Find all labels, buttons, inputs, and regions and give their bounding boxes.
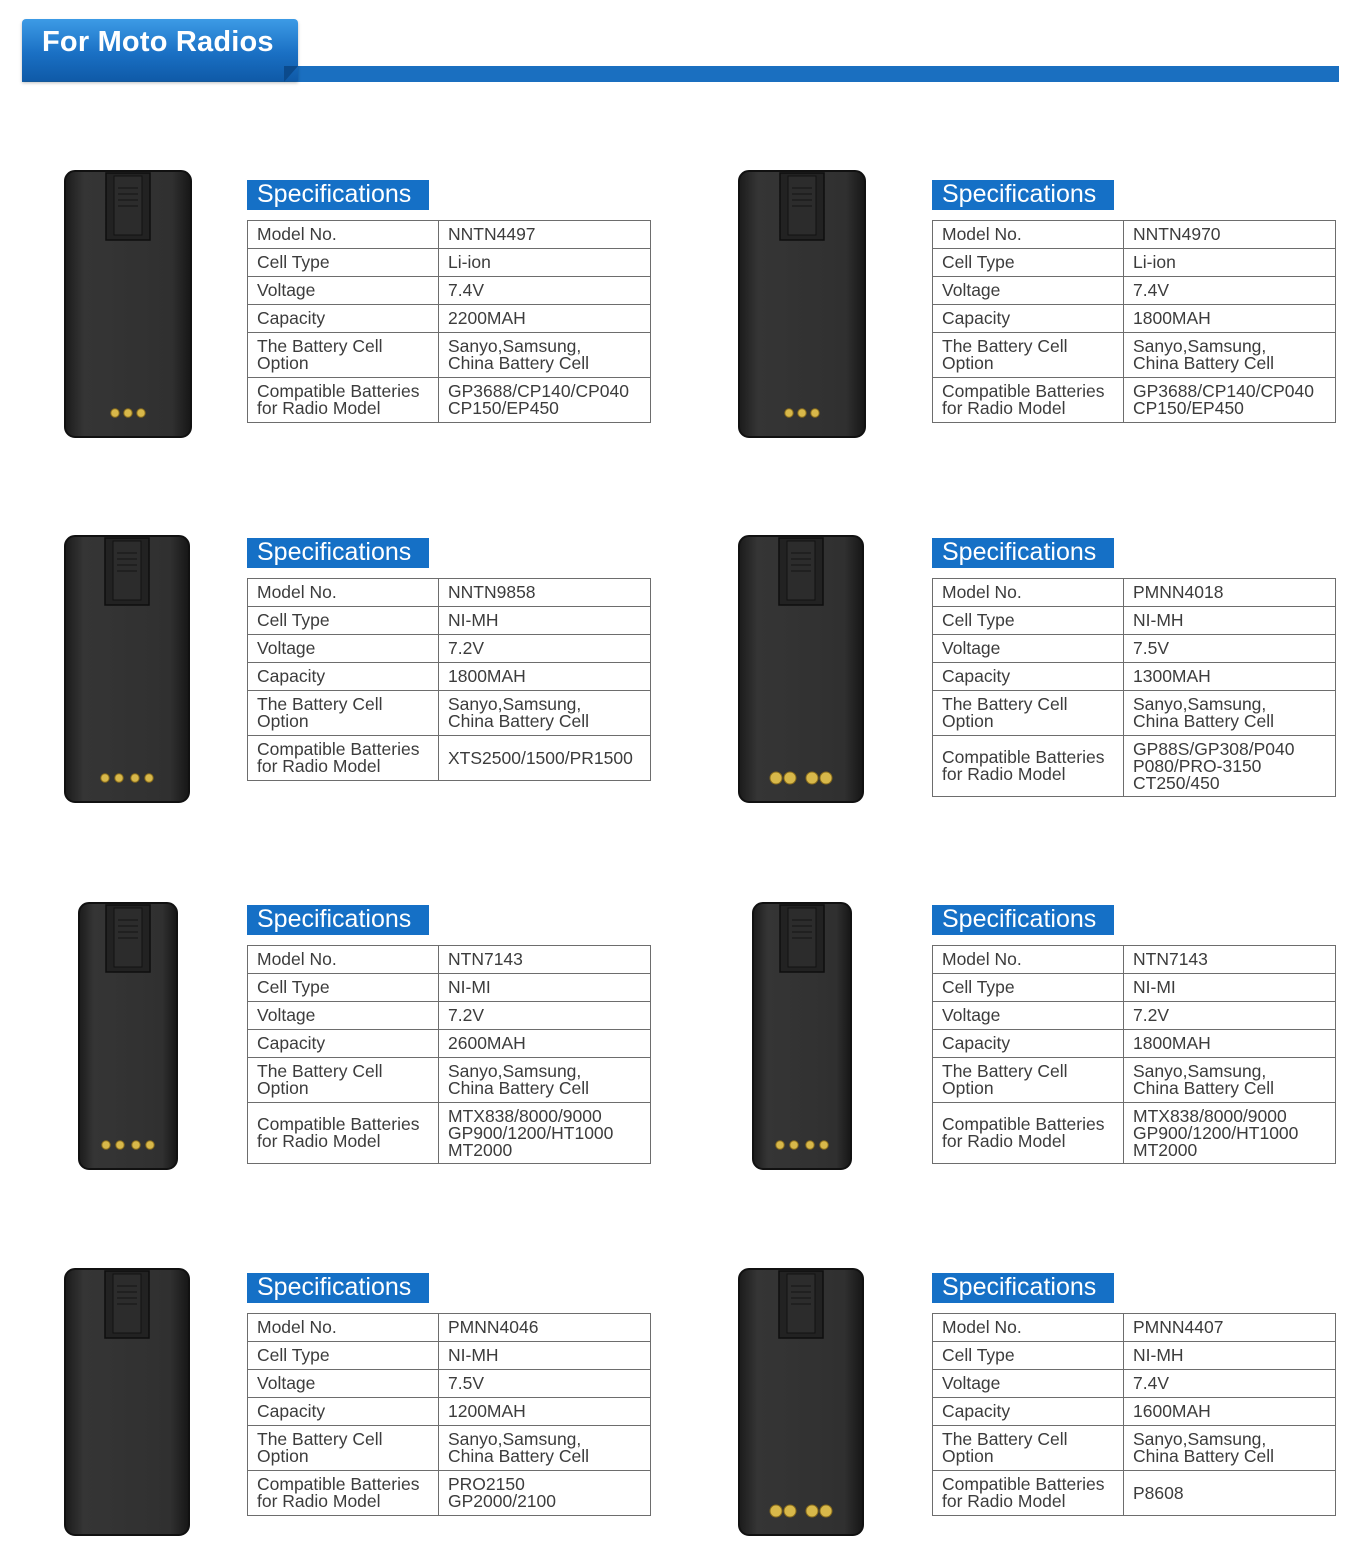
spec-value: Sanyo,Samsung, China Battery Cell — [1124, 1058, 1336, 1103]
spec-value: MTX838/8000/9000 GP900/1200/HT1000 MT2000 — [1124, 1103, 1336, 1164]
spec-row-compatible — [933, 1103, 1336, 1164]
spec-value: Sanyo,Samsung, China Battery Cell — [439, 333, 651, 378]
spec-value: Sanyo,Samsung, China Battery Cell — [1124, 691, 1336, 736]
spec-row-capacity — [933, 663, 1336, 691]
battery-image — [78, 902, 178, 1170]
spec-row-model — [933, 1314, 1336, 1342]
spec-row-compatible — [933, 378, 1336, 423]
spec-row-voltage — [933, 635, 1336, 663]
spec-row-cell-type — [933, 249, 1336, 277]
spec-row-cell-type — [248, 607, 651, 635]
spec-value: PMNN4018 — [1124, 579, 1336, 607]
spec-label: Cell Type — [248, 607, 439, 635]
spec-value: 1600MAH — [1124, 1398, 1336, 1426]
spec-label: Cell Type — [248, 974, 439, 1002]
spec-row-compatible — [933, 1471, 1336, 1516]
spec-heading: Specifications — [247, 538, 429, 568]
spec-label: Cell Type — [248, 249, 439, 277]
spec-table — [932, 220, 1336, 423]
spec-value: GP3688/CP140/CP040 CP150/EP450 — [1124, 378, 1336, 423]
spec-label: Voltage — [933, 277, 1124, 305]
spec-value: MTX838/8000/9000 GP900/1200/HT1000 MT2000 — [439, 1103, 651, 1164]
spec-value: 7.2V — [1124, 1002, 1336, 1030]
spec-value: Sanyo,Samsung, China Battery Cell — [439, 1058, 651, 1103]
spec-label: Voltage — [248, 635, 439, 663]
spec-value: NI-MI — [439, 974, 651, 1002]
spec-label: Capacity — [933, 1398, 1124, 1426]
spec-row-capacity — [933, 1398, 1336, 1426]
battery-image — [738, 1268, 864, 1536]
spec-label: Compatible Batteries for Radio Model — [248, 1103, 439, 1164]
spec-value: Sanyo,Samsung, China Battery Cell — [1124, 333, 1336, 378]
spec-value: 7.5V — [439, 1370, 651, 1398]
spec-value: 1800MAH — [439, 663, 651, 691]
spec-label: Capacity — [248, 1030, 439, 1058]
spec-row-voltage — [248, 1002, 651, 1030]
spec-row-cell-type — [933, 974, 1336, 1002]
spec-value: 7.4V — [439, 277, 651, 305]
spec-label: Cell Type — [933, 974, 1124, 1002]
spec-value: 7.5V — [1124, 635, 1336, 663]
spec-row-voltage — [933, 1370, 1336, 1398]
spec-row-voltage — [248, 635, 651, 663]
spec-heading: Specifications — [247, 905, 429, 935]
spec-value: 1200MAH — [439, 1398, 651, 1426]
spec-label: Compatible Batteries for Radio Model — [248, 736, 439, 781]
page-title: For Moto Radios — [42, 26, 274, 58]
spec-value: GP88S/GP308/P040 P080/PRO-3150 CT250/450 — [1124, 736, 1336, 797]
spec-value: PMNN4046 — [439, 1314, 651, 1342]
spec-row-capacity — [248, 1398, 651, 1426]
spec-value: XTS2500/1500/PR1500 — [439, 736, 651, 781]
spec-value: GP3688/CP140/CP040 CP150/EP450 — [439, 378, 651, 423]
spec-label: Compatible Batteries for Radio Model — [248, 378, 439, 423]
spec-value: 2200MAH — [439, 305, 651, 333]
battery-image — [64, 1268, 190, 1536]
spec-value: 7.4V — [1124, 1370, 1336, 1398]
spec-value: NI-MH — [439, 607, 651, 635]
spec-row-cell-option — [933, 1426, 1336, 1471]
spec-row-cell-type — [933, 607, 1336, 635]
spec-value: Sanyo,Samsung, China Battery Cell — [439, 691, 651, 736]
spec-row-capacity — [933, 305, 1336, 333]
spec-value: 1800MAH — [1124, 305, 1336, 333]
spec-value: Sanyo,Samsung, China Battery Cell — [1124, 1426, 1336, 1471]
spec-value: P8608 — [1124, 1471, 1336, 1516]
spec-label: The Battery Cell Option — [933, 691, 1124, 736]
spec-row-model — [248, 221, 651, 249]
spec-row-model — [248, 579, 651, 607]
battery-image — [64, 170, 192, 438]
spec-value: NTN7143 — [1124, 946, 1336, 974]
spec-label: Compatible Batteries for Radio Model — [933, 1471, 1124, 1516]
spec-row-model — [933, 579, 1336, 607]
spec-label: Model No. — [248, 1314, 439, 1342]
spec-row-model — [248, 1314, 651, 1342]
spec-label: Capacity — [248, 305, 439, 333]
spec-row-capacity — [248, 1030, 651, 1058]
spec-value: NNTN4970 — [1124, 221, 1336, 249]
spec-label: Compatible Batteries for Radio Model — [933, 1103, 1124, 1164]
spec-heading: Specifications — [932, 1273, 1114, 1303]
spec-value: Li-ion — [1124, 249, 1336, 277]
spec-label: Cell Type — [933, 249, 1124, 277]
spec-row-cell-option — [248, 1426, 651, 1471]
spec-row-voltage — [933, 277, 1336, 305]
spec-row-cell-type — [248, 974, 651, 1002]
spec-value: 7.4V — [1124, 277, 1336, 305]
spec-label: The Battery Cell Option — [248, 1426, 439, 1471]
spec-row-cell-option — [933, 691, 1336, 736]
spec-row-cell-option — [933, 1058, 1336, 1103]
spec-heading: Specifications — [932, 538, 1114, 568]
spec-table — [932, 945, 1336, 1164]
spec-label: Model No. — [248, 221, 439, 249]
spec-heading: Specifications — [932, 180, 1114, 210]
spec-label: The Battery Cell Option — [248, 1058, 439, 1103]
spec-row-voltage — [248, 1370, 651, 1398]
spec-label: Model No. — [933, 221, 1124, 249]
spec-row-compatible — [248, 1103, 651, 1164]
spec-label: The Battery Cell Option — [933, 1426, 1124, 1471]
battery-image — [752, 902, 852, 1170]
spec-label: Model No. — [933, 1314, 1124, 1342]
spec-label: Voltage — [933, 635, 1124, 663]
spec-row-cell-option — [248, 1058, 651, 1103]
spec-label: The Battery Cell Option — [933, 1058, 1124, 1103]
spec-label: Capacity — [933, 1030, 1124, 1058]
spec-label: Model No. — [248, 946, 439, 974]
spec-label: Capacity — [248, 663, 439, 691]
spec-label: Capacity — [933, 305, 1124, 333]
spec-table — [247, 578, 651, 781]
spec-row-capacity — [248, 305, 651, 333]
spec-row-model — [933, 946, 1336, 974]
spec-row-voltage — [248, 277, 651, 305]
spec-table — [247, 220, 651, 423]
spec-label: Voltage — [248, 1002, 439, 1030]
spec-row-cell-option — [248, 691, 651, 736]
spec-label: Voltage — [248, 277, 439, 305]
spec-label: The Battery Cell Option — [933, 333, 1124, 378]
spec-label: Compatible Batteries for Radio Model — [933, 736, 1124, 797]
spec-label: The Battery Cell Option — [248, 691, 439, 736]
spec-row-cell-type — [248, 249, 651, 277]
spec-value: 1800MAH — [1124, 1030, 1336, 1058]
spec-label: Voltage — [933, 1370, 1124, 1398]
battery-image — [738, 535, 864, 803]
spec-value: NI-MH — [1124, 607, 1336, 635]
spec-label: Model No. — [248, 579, 439, 607]
spec-value: 1300MAH — [1124, 663, 1336, 691]
spec-label: Cell Type — [933, 607, 1124, 635]
spec-row-capacity — [933, 1030, 1336, 1058]
spec-label: Compatible Batteries for Radio Model — [248, 1471, 439, 1516]
spec-value: NNTN4497 — [439, 221, 651, 249]
spec-table — [247, 1313, 651, 1516]
spec-row-cell-option — [933, 333, 1336, 378]
spec-row-model — [248, 946, 651, 974]
spec-value: NI-MH — [439, 1342, 651, 1370]
spec-heading: Specifications — [932, 905, 1114, 935]
spec-row-capacity — [248, 663, 651, 691]
spec-value: NI-MH — [1124, 1342, 1336, 1370]
spec-value: Sanyo,Samsung, China Battery Cell — [439, 1426, 651, 1471]
spec-label: Model No. — [933, 946, 1124, 974]
spec-label: Compatible Batteries for Radio Model — [933, 378, 1124, 423]
battery-image — [64, 535, 190, 803]
spec-value: NTN7143 — [439, 946, 651, 974]
spec-label: Capacity — [248, 1398, 439, 1426]
spec-label: Cell Type — [248, 1342, 439, 1370]
spec-row-voltage — [933, 1002, 1336, 1030]
spec-row-cell-option — [248, 333, 651, 378]
spec-label: Capacity — [933, 663, 1124, 691]
spec-label: Voltage — [248, 1370, 439, 1398]
spec-label: Voltage — [933, 1002, 1124, 1030]
spec-table — [247, 945, 651, 1164]
spec-value: 2600MAH — [439, 1030, 651, 1058]
battery-image — [738, 170, 866, 438]
spec-heading: Specifications — [247, 180, 429, 210]
header-tab-fold — [284, 66, 298, 82]
spec-value: 7.2V — [439, 1002, 651, 1030]
spec-row-compatible — [248, 1471, 651, 1516]
spec-row-compatible — [933, 736, 1336, 797]
spec-value: Li-ion — [439, 249, 651, 277]
spec-table — [932, 578, 1336, 797]
spec-row-compatible — [248, 378, 651, 423]
spec-row-compatible — [248, 736, 651, 781]
spec-row-cell-type — [248, 1342, 651, 1370]
spec-heading: Specifications — [247, 1273, 429, 1303]
spec-value: NNTN9858 — [439, 579, 651, 607]
spec-value: 7.2V — [439, 635, 651, 663]
spec-value: PMNN4407 — [1124, 1314, 1336, 1342]
spec-label: Model No. — [933, 579, 1124, 607]
spec-label: Cell Type — [933, 1342, 1124, 1370]
spec-value: PRO2150 GP2000/2100 — [439, 1471, 651, 1516]
spec-row-cell-type — [933, 1342, 1336, 1370]
spec-row-model — [933, 221, 1336, 249]
spec-table — [932, 1313, 1336, 1516]
spec-label: The Battery Cell Option — [248, 333, 439, 378]
spec-value: NI-MI — [1124, 974, 1336, 1002]
